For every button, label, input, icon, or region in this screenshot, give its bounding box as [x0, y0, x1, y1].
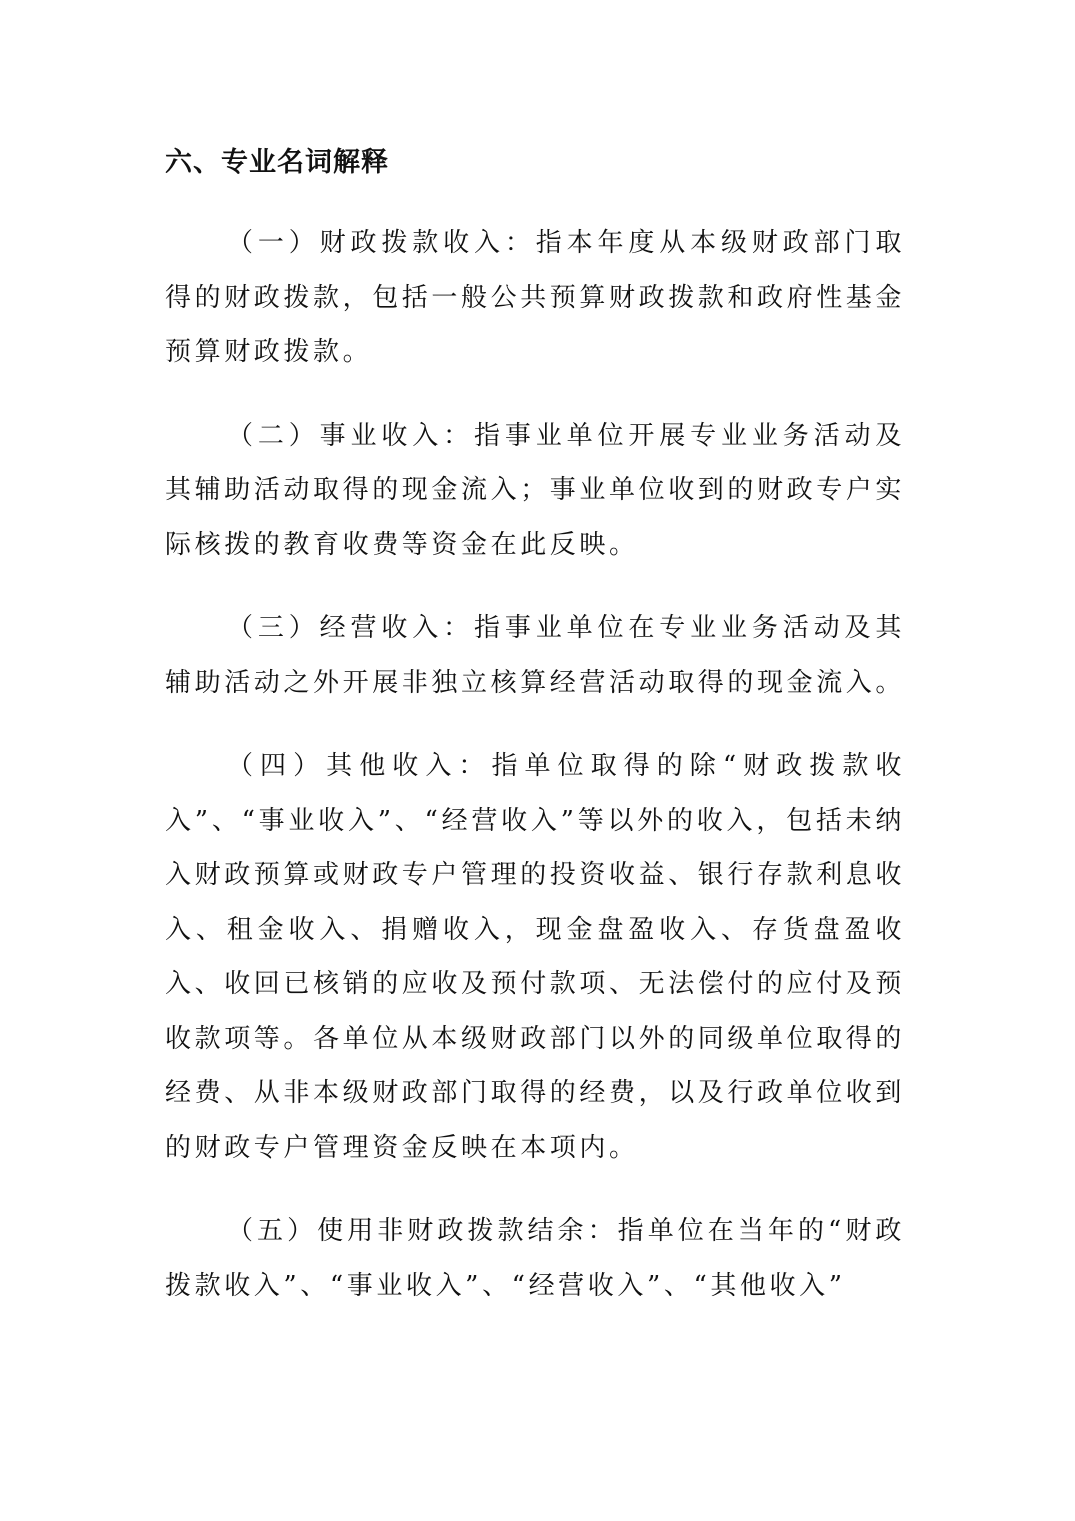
document-content — [165, 140, 905, 1342]
paragraph-business-income: （二）事业收入：指事业单位开展专业业务活动及其辅助活动取得的现金流入；事业单位收到的财政专户实际核拨的教育收费等资金在此反映。 — [165, 420, 906, 560]
paragraph-non-fiscal-surplus: （五）使用非财政拨款结余：指单位在当年的“财政拨款收入”、“事业收入”、“经营收入”、“其他收入” — [165, 1216, 905, 1301]
paragraph-other-income: （四）其他收入：指单位取得的除“财政拨款收入”、“事业收入”、“经营收入”等以外的收入，包括未纳入财政预算或财政专户管理的投资收益、银行存款利息收入、租金收入、捐赠收入，现金盘盈收入、存货盘盈收入、收回已核销的应收及预付款项、无法偿付的应付及预收款项等。各单位从本级财政部门以外的同级单位取得的经费、从非本级财政部门取得的经费，以及行政单位收到的财政专户管理资金反映在本项内。 — [165, 751, 906, 1163]
paragraph-operating-income: （三）经营收入：指事业单位在专业业务活动及其辅助活动之外开展非独立核算经营活动取得的现金流入。 — [165, 613, 906, 698]
section-heading: 六、专业名词解释 — [165, 147, 389, 178]
paragraph-fiscal-appropriation-income: （一）财政拨款收入：指本年度从本级财政部门取得的财政拨款，包括一般公共预算财政拨款和政府性基金预算财政拨款。 — [165, 228, 906, 367]
